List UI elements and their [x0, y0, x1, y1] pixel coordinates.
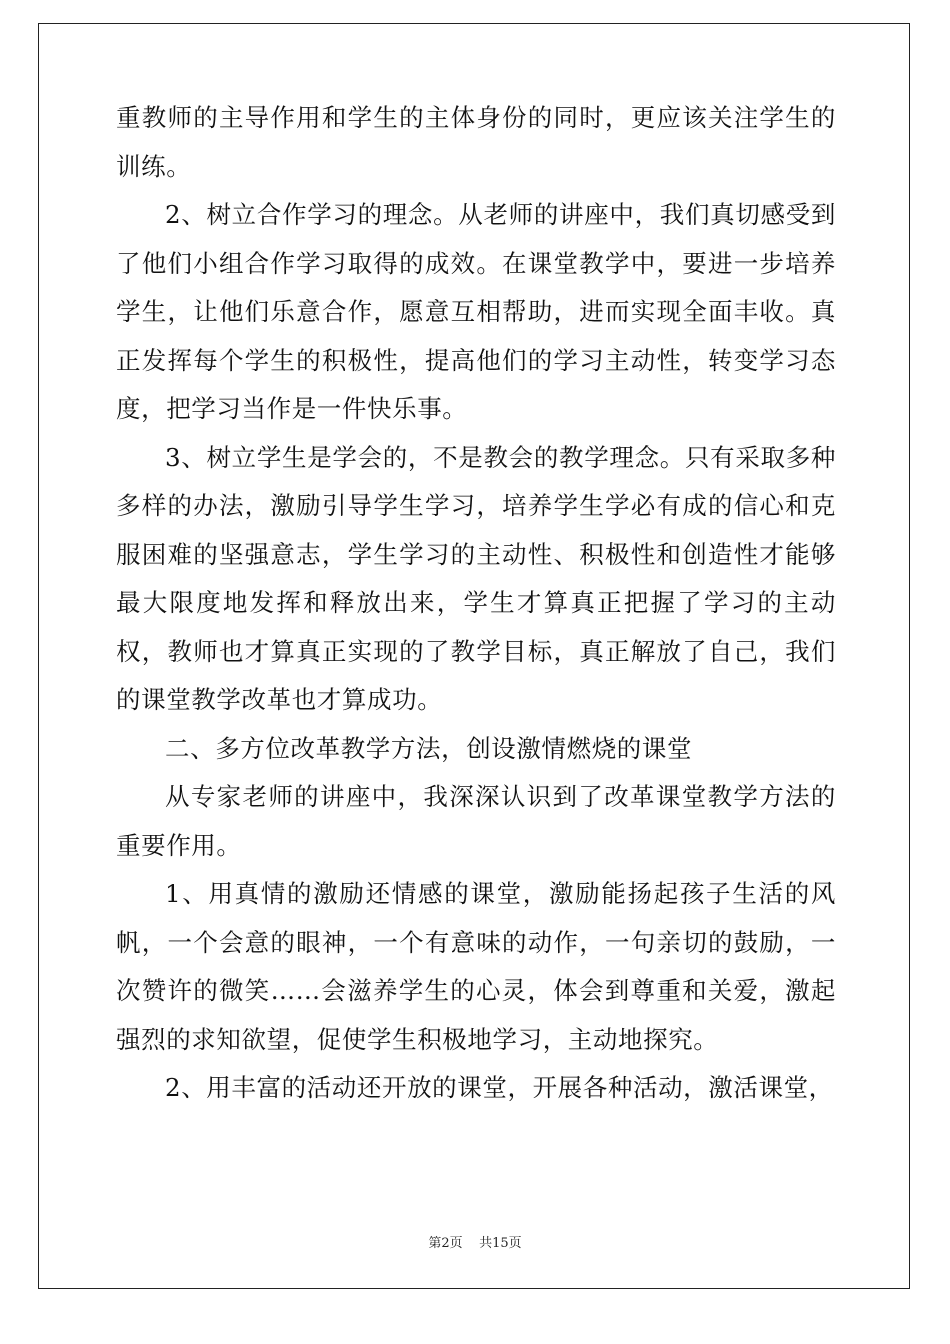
paragraph-activities: 2、用丰富的活动还开放的课堂，开展各种活动，激活课堂， — [165, 1073, 834, 1102]
paragraph-expert-lecture: 从专家老师的讲座中，我深深认识到了改革课堂教学方法的重要作用。 — [116, 782, 836, 860]
page-total: 共15页 — [479, 1236, 522, 1251]
page-number: 第2页 — [428, 1236, 463, 1251]
paragraph-continuation: 重教师的主导作用和学生的主体身份的同时，更应该关注学生的训练。 — [116, 103, 836, 181]
document-body — [116, 94, 836, 1113]
section-heading-teaching-methods: 二、多方位改革教学方法，创设激情燃烧的课堂 — [165, 733, 693, 763]
paragraph-student-learning-concept: 3、树立学生是学会的，不是教会的教学理念。只有采取多种多样的办法，激励引导学生学习，培养学生学必有成的信心和克服困难的坚强意志，学生学习的主动性、积极性和创造性才能够最大限度地发挥和释放出来，学生才算真正把握了学习的主动权，教师也才算真正实现的了教学目标，真正解放了自己，我们的课堂教学改革也才算成功。 — [116, 442, 836, 714]
paragraph-encouragement: 1、用真情的激励还情感的课堂，激励能扬起孩子生活的风帆，一个会意的眼神，一个有意味的动作，一句亲切的鼓励，一次赞许的微笑……会滋养学生的心灵，体会到尊重和关爱，激起强烈的求知欲望，促使学生积极地学习，主动地探究。 — [116, 879, 836, 1054]
page-footer — [0, 1232, 950, 1251]
paragraph-cooperative-learning: 2、树立合作学习的理念。从老师的讲座中，我们真切感受到了他们小组合作学习取得的成效。在课堂教学中，要进一步培养学生，让他们乐意合作，愿意互相帮助，进而实现全面丰收。真正发挥每个学生的积极性，提高他们的学习主动性，转变学习态度，把学习当作是一件快乐事。 — [116, 200, 836, 423]
